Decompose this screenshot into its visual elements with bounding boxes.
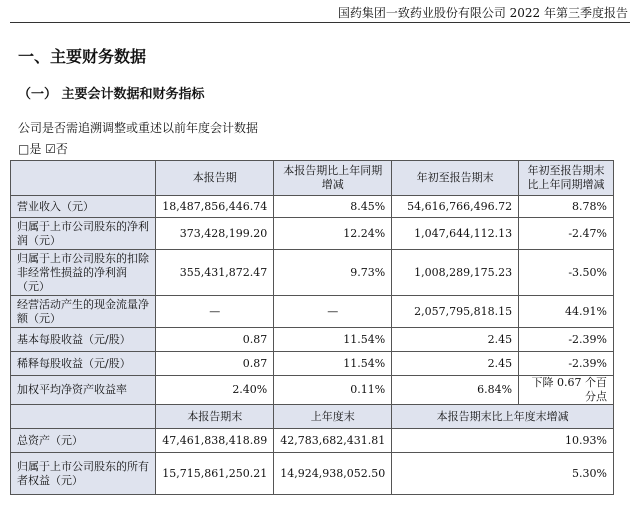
cell-value: 2.45 (392, 328, 519, 352)
cell-value: 1,047,644,112.13 (392, 218, 519, 250)
cell-value: 0.87 (156, 352, 274, 376)
cell-value: 9.73% (274, 250, 392, 296)
cell-value: 11.54% (274, 328, 392, 352)
yes-checkbox-icon: □ (18, 142, 30, 156)
cell-value: 18,487,856,446.74 (156, 196, 274, 218)
cell-value: 2.40% (156, 376, 274, 405)
row-label: 稀释每股收益（元/股） (11, 352, 156, 376)
table-row (11, 196, 614, 218)
table-row (11, 376, 614, 405)
cell-value: 47,461,838,418.89 (156, 429, 274, 453)
cell-value: -2.47% (519, 218, 614, 250)
cell-value: 8.78% (519, 196, 614, 218)
cell-value: 42,783,682,431.81 (274, 429, 392, 453)
table-row (11, 250, 614, 296)
options-label: 是 ☑否 (29, 142, 68, 156)
cell-value: 54,616,766,496.72 (392, 196, 519, 218)
cell-value: -2.39% (519, 352, 614, 376)
cell-value: 0.11% (274, 376, 392, 405)
cell-value: 12.24% (274, 218, 392, 250)
subsection-title: （一） 主要会计数据和财务指标 (18, 87, 205, 102)
cell-value: 5.30% (392, 453, 614, 495)
table-row (11, 453, 614, 495)
header-cell: 本报告期比上年同期增减 (274, 161, 392, 196)
restatement-question: 公司是否需追溯调整或重述以前年度会计数据 (18, 121, 259, 135)
cell-value: 44.91% (519, 296, 614, 328)
row-label: 营业收入（元） (11, 196, 156, 218)
header-cell: 本报告期末 (156, 405, 274, 429)
table-row (11, 218, 614, 250)
cell-value: — (156, 296, 274, 328)
restatement-options (18, 140, 68, 157)
cell-value: 14,924,938,052.50 (274, 453, 392, 495)
table-row (11, 352, 614, 376)
row-label: 归属于上市公司股东的扣除非经常性损益的净利润（元） (11, 250, 156, 296)
financial-data-table (10, 160, 614, 495)
section-title: 一、主要财务数据 (18, 47, 147, 66)
cell-value: 下降 0.67 个百分点 (519, 376, 614, 405)
cell-value: — (274, 296, 392, 328)
header-cell-blank (11, 405, 156, 429)
row-label: 加权平均净资产收益率 (11, 376, 156, 405)
row-label: 基本每股收益（元/股） (11, 328, 156, 352)
cell-value: 2.45 (392, 352, 519, 376)
table-row (11, 296, 614, 328)
table-header-row (11, 161, 614, 196)
cell-value: 8.45% (274, 196, 392, 218)
cell-value: 355,431,872.47 (156, 250, 274, 296)
cell-value: 0.87 (156, 328, 274, 352)
header-cell: 本报告期 (156, 161, 274, 196)
header-divider (10, 22, 630, 23)
cell-value: 6.84% (392, 376, 519, 405)
cell-value: 1,008,289,175.23 (392, 250, 519, 296)
cell-value: -2.39% (519, 328, 614, 352)
header-cell: 年初至报告期末比上年同期增减 (519, 161, 614, 196)
header-cell: 年初至报告期末 (392, 161, 519, 196)
cell-value: 10.93% (392, 429, 614, 453)
header-cell: 上年度末 (274, 405, 392, 429)
table-header-row (11, 405, 614, 429)
row-label: 总资产（元） (11, 429, 156, 453)
table-row (11, 328, 614, 352)
row-label: 归属于上市公司股东的所有者权益（元） (11, 453, 156, 495)
table-row (11, 429, 614, 453)
cell-value: 15,715,861,250.21 (156, 453, 274, 495)
row-label: 归属于上市公司股东的净利润（元） (11, 218, 156, 250)
header-cell: 本报告期末比上年度末增减 (392, 405, 614, 429)
header-cell-blank (11, 161, 156, 196)
cell-value: 11.54% (274, 352, 392, 376)
cell-value: -3.50% (519, 250, 614, 296)
report-header-title: 国药集团一致药业股份有限公司 2022 年第三季度报告 (337, 6, 628, 20)
row-label: 经营活动产生的现金流量净额（元） (11, 296, 156, 328)
cell-value: 373,428,199.20 (156, 218, 274, 250)
cell-value: 2,057,795,818.15 (392, 296, 519, 328)
